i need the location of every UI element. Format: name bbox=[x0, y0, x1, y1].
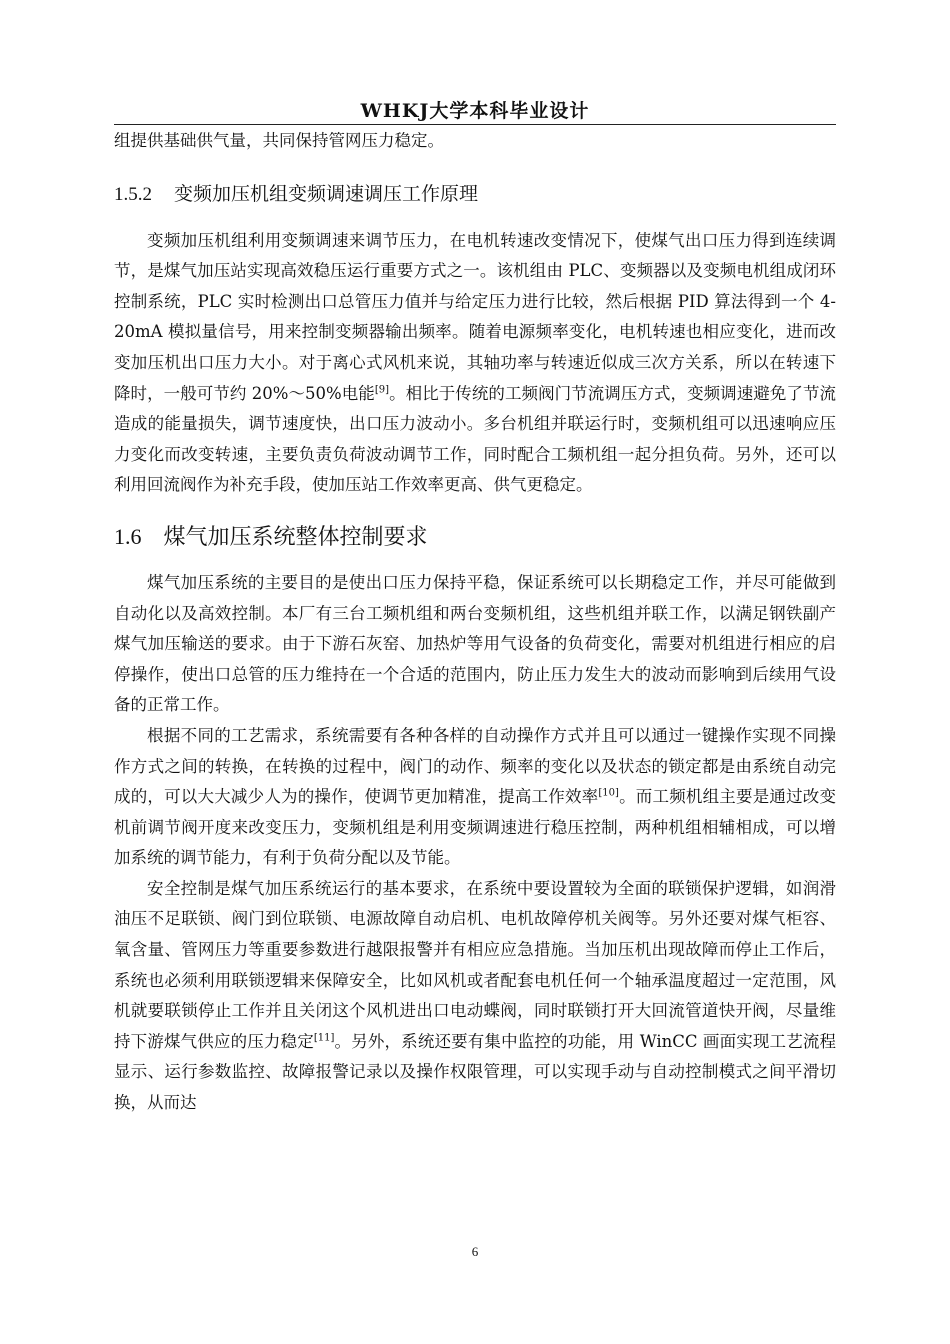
page-number: 6 bbox=[471, 1244, 479, 1259]
page-body bbox=[114, 126, 836, 1119]
section-title: 变频加压机组变频调速调压工作原理 bbox=[174, 182, 479, 205]
paragraph-safety-control bbox=[114, 874, 836, 1119]
header-rule bbox=[114, 124, 836, 125]
citation-ref: [11] bbox=[313, 1032, 335, 1044]
section-title: 煤气加压系统整体控制要求 bbox=[163, 524, 428, 550]
citation-ref: [10] bbox=[598, 787, 619, 799]
paragraph-continuation: 组提供基础供气量，共同保持管网压力稳定。 bbox=[114, 131, 444, 150]
paragraph-text: 根据不同的工艺需求，系统需要有各种各样的自动操作方式并且可以通过一键操作实现不同操作方式之间的转换，在转换的过程中，阀门的动作、频率的变化以及状态的锁定都是由系统自动完成的，可以大大减少人为的操作，使调节更加精准，提高工作效率 bbox=[114, 725, 836, 807]
paragraph-operation-modes bbox=[114, 721, 836, 874]
section-heading-1-6 bbox=[114, 521, 836, 554]
paragraph-text: 安全控制是煤气加压系统运行的基本要求，在系统中要设置较为全面的联锁保护逻辑，如润滑油压不足联锁、阀门到位联锁、电源故障自动启机、电机故障停机关阀等。另外还要对煤气柜容、氧含量、管网压力等重要参数进行越限报警并有相应应急措施。当加压机出现故障而停止工作后，系统也必须利用联锁逻辑来保障安全，比如风机或者配套电机任何一个轴承温度超过一定范围，风机就要联锁停止工作并且关闭这个风机进出口电动蝶阀，同时联锁打开大回流管道快开阀，尽量维持下游煤气供应的压力稳定 bbox=[114, 878, 836, 1051]
paragraph-text: 变频加压机组利用变频调速来调节压力，在电机转速改变情况下，使煤气出口压力得到连续调节，是煤气加压站实现高效稳压运行重要方式之一。该机组由 PLC、变频器以及变频电机组成闭环控制系统，PLC 实时检测出口总管压力值并与给定压力进行比较，然后根据 PID 算法得到一个 4-20mA 模拟量信号，用来控制变频器输出频率。随着电源频率变化，电机转速也相应变化，进而改变加压机出口压力大小。对于离心式风机来说，其轴功率与转速近似成三次方关系，所以在转速下降时，一般可节约 20%～50%电能 bbox=[114, 230, 836, 403]
running-header: WHKJ大学本科毕业设计 bbox=[360, 100, 590, 122]
section-number: 1.5.2 bbox=[114, 183, 152, 205]
paragraph-text: 。另外，系统还要有集中监控的功能，用 WinCC 画面实现工艺流程显示、运行参数监控、故障报警记录以及操作权限管理，可以实现手动与自动控制模式之间平滑切换，从而达 bbox=[114, 1031, 837, 1113]
paragraph-vfd-principle bbox=[114, 226, 836, 501]
section-heading-1-5-2 bbox=[114, 179, 836, 210]
section-number: 1.6 bbox=[114, 523, 142, 549]
paragraph-text: 。相比于传统的工频阀门节流调压方式，变频调速避免了节流造成的能量损失，调节速度快，出口压力波动小。多台机组并联运行时，变频机组可以迅速响应压力变化而改变转速，主要负责负荷波动调节工作，同时配合工频机组一起分担负荷。另外，还可以利用回流阀作为补充手段，使加压站工作效率更高、供气更稳定。 bbox=[114, 383, 837, 495]
paragraph-text: 。而工频机组主要是通过改变机前调节阀开度来改变压力，变频机组是利用变频调速进行稳压控制，两种机组相辅相成，可以增加系统的调节能力，有利于负荷分配以及节能。 bbox=[114, 787, 837, 868]
paragraph-system-goal: 煤气加压系统的主要目的是使出口压力保持平稳，保证系统可以长期稳定工作，并尽可能做到自动化以及高效控制。本厂有三台工频机组和两台变频机组，这些机组并联工作，以满足钢铁副产煤气加压输送的要求。由于下游石灰窑、加热炉等用气设备的负荷变化，需要对机组进行相应的启停操作，使出口总管的压力维持在一个合适的范围内，防止压力发生大的波动而影响到后续用气设备的正常工作。 bbox=[114, 572, 836, 715]
citation-ref: [9] bbox=[374, 384, 390, 396]
